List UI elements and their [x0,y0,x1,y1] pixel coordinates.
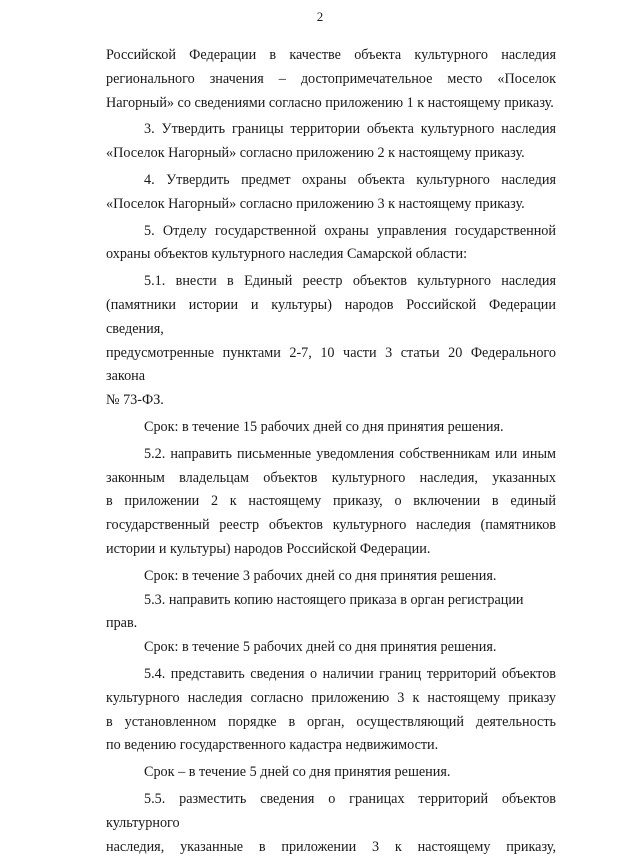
text-line: законным владельцам объектов культурного наследия, указанных [106,467,556,491]
paragraph-federation-designation [106,44,556,115]
text-line: № 73-ФЗ. [106,389,556,413]
text-line: регионального значения – достопримечательное место «Поселок [106,68,556,92]
paragraph-item-5 [106,220,556,268]
text-line: 5.5. разместить сведения о границах территорий объектов культурного [106,788,556,836]
text-line: 5.2. направить письменные уведомления собственникам или иным [106,443,556,467]
page-number: 2 [0,9,640,25]
text-line: наследия, указанные в приложении 3 к настоящему приказу, [106,836,556,859]
text-line: истории и культуры) народов Российской Федерации. [106,538,556,562]
paragraph-item-5-2 [106,443,556,562]
text-line: охраны объектов культурного наследия Самарской области: [106,243,556,267]
deadline-5-4 [106,761,556,785]
text-line: в установленном порядке в орган, осуществляющий деятельность [106,711,556,735]
text-line: «Поселок Нагорный» согласно приложению 3 к настоящему приказу. [106,193,556,217]
paragraph-item-5-5 [106,788,556,859]
text-line: Нагорный» со сведениями согласно приложению 1 к настоящему приказу. [106,92,556,116]
paragraph-item-3 [106,118,556,166]
text-line: 5.4. представить сведения о наличии границ территорий объектов [106,663,556,687]
text-line: предусмотренные пунктами 2-7, 10 части 3 статьи 20 Федерального закона [106,342,556,390]
paragraph-item-4 [106,169,556,217]
deadline-5-3 [106,636,556,660]
text-line: Российской Федерации в качестве объекта культурного наследия [106,44,556,68]
text-line: Срок: в течение 5 рабочих дней со дня принятия решения. [106,636,556,660]
text-line: 4. Утвердить предмет охраны объекта культурного наследия [106,169,556,193]
text-line: 5.1. внести в Единый реестр объектов культурного наследия [106,270,556,294]
text-line: в приложении 2 к настоящему приказу, о включении в единый [106,490,556,514]
text-line: 5.3. направить копию настоящего приказа в орган регистрации прав. [106,589,556,637]
text-line: (памятники истории и культуры) народов Российской Федерации сведения, [106,294,556,342]
text-line: Срок: в течение 15 рабочих дней со дня принятия решения. [106,416,556,440]
text-line: государственный реестр объектов культурного наследия (памятников [106,514,556,538]
deadline-5-2 [106,565,556,589]
paragraph-item-5-1 [106,270,556,413]
document-body [106,44,556,859]
text-line: «Поселок Нагорный» согласно приложению 2 к настоящему приказу. [106,142,556,166]
text-line: по ведению государственного кадастра недвижимости. [106,734,556,758]
paragraph-item-5-3 [106,589,556,637]
text-line: культурного наследия согласно приложению 3 к настоящему приказу [106,687,556,711]
text-line: 5. Отделу государственной охраны управления государственной [106,220,556,244]
text-line: Срок – в течение 5 дней со дня принятия решения. [106,761,556,785]
text-line: Срок: в течение 3 рабочих дней со дня принятия решения. [106,565,556,589]
text-line: 3. Утвердить границы территории объекта культурного наследия [106,118,556,142]
deadline-5-1 [106,416,556,440]
paragraph-item-5-4 [106,663,556,758]
